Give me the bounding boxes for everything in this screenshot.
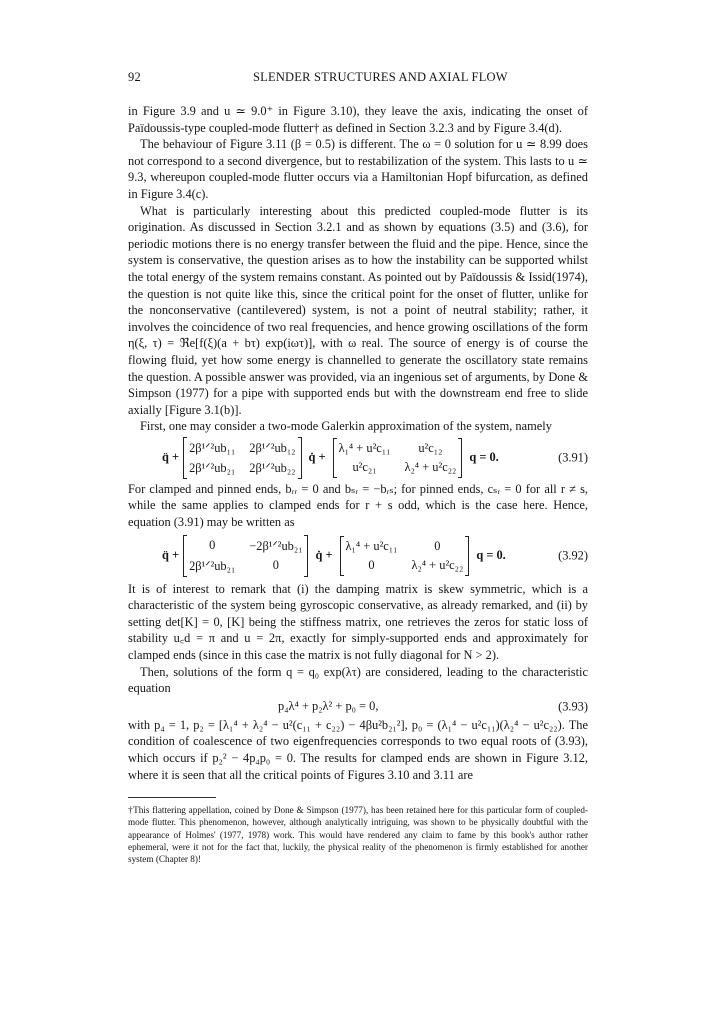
eq393-number: (3.93) xyxy=(558,699,588,714)
eq391-damping-matrix xyxy=(183,438,301,478)
eq392-number: (3.92) xyxy=(558,548,588,563)
eq392-tail: q = 0. xyxy=(476,548,506,563)
footnote: †This flattering appellation, coined by Done & Simpson (1977), has been retained here for this particular form of coupled-mode flutter. This phenomenon, however, although analytically intriguing, was shown to be physically doubtful with the appearance of Holmes' (1977, 1978) work. This would have rendered any claim to fame by this book's author rather ephemeral, were it not for the fact that, luckily, the physical reality of the phenomenon is firmly established for another system (Chapter 8)! xyxy=(128,805,588,864)
page-number: 92 xyxy=(128,70,141,84)
paragraph-8: with p₄ = 1, p₂ = [λ₁⁴ + λ₂⁴ − u²(c₁₁ + c₂₂) − 4βu²b₂₁²], p₀ = (λ₁⁴ − u²c₁₁)(λ₂⁴ − u²c₂₂). The condition of coalescence of two eigenfrequencies corresponds to two equal roots of (3.93), which occurs if p₂² − 4p₄p₀ = 0. The results for clamped ends are shown in Figure 3.12, where it is seen that all the critical points of Figures 3.10 and 3.11 are xyxy=(128,717,588,782)
eq391-number: (3.91) xyxy=(558,450,588,465)
page-header xyxy=(128,70,588,90)
equation-3-92 xyxy=(128,531,588,581)
eq391-stiffness-matrix xyxy=(333,439,463,477)
eq391-lead: q̈ + xyxy=(162,450,180,465)
eq392-d21: 2β¹ᐟ²ub₂₁ xyxy=(189,558,236,573)
running-title: SLENDER STRUCTURES AND AXIAL FLOW xyxy=(253,70,508,84)
eq392-k21: 0 xyxy=(368,557,375,572)
eq391-k12: u²c₁₂ xyxy=(418,440,443,455)
footnote-divider xyxy=(128,797,216,798)
eq392-d12: −2β¹ᐟ²ub₂₁ xyxy=(249,538,303,553)
eq391-k22: λ₂⁴ + u²c₂₂ xyxy=(404,459,457,474)
eq392-mid: q̇ + xyxy=(315,548,333,563)
eq391-k21: u²c₂₁ xyxy=(352,459,377,474)
eq392-d22: 0 xyxy=(272,557,279,572)
book-page xyxy=(128,70,588,865)
eq393-text: p₄λ⁴ + p₂λ² + p₀ = 0, xyxy=(278,699,379,714)
eq391-d21: 2β¹ᐟ²ub₂₁ xyxy=(189,460,236,475)
paragraph-6: It is of interest to remark that (i) the damping matrix is skew symmetric, which is a characteristic of the system being gyroscopic conservative, as already remarked, and (ii) by setting det[K] = 0, [K] being the stiffness matrix, one retrieves the zeros for static loss of stability u꜀d = π and u = 2π, exactly for simply-supported ends and approximately for clamped ends (since in this case the matrix is not fully diagonal for N > 2). xyxy=(128,581,588,663)
eq392-k22: λ₂⁴ + u²c₂₂ xyxy=(411,557,464,572)
eq391-d12: 2β¹ᐟ²ub₁₂ xyxy=(249,440,296,455)
eq392-lead: q̈ + xyxy=(162,548,180,563)
eq391-mid: q̇ + xyxy=(308,450,326,465)
paragraph-3: What is particularly interesting about this predicted coupled-mode flutter is its origination. As discussed in Section 3.2.1 and as shown by equations (3.5) and (3.6), for periodic motions there is no energy transfer between the fluid and the pipe. Hence, since the system is conservative, the question arises as to how the instability can be supported whilst the total energy of the system remains constant. As pointed out by Païdoussis & Issid(1974), the question is not quite like this, since the critical point for the onset of flutter, unlike for the nonconservative (cantilevered) system, is not a point of neutral stability; rather, it involves the coincidence of two real frequencies, and hence growing oscillations of the form η(ξ, τ) = ℜe[f(ξ)(a + bτ) exp(iωτ)], with ω real. The source of energy is of course the flowing fluid, yet how some energy is channelled to generate the oscillatory state remains the question. A possible answer was provided, via an ingenious set of arguments, by Done & Simpson (1977) for a pipe with supported ends but with the downstream end free to slide axially [Figure 3.1(b)]. xyxy=(128,203,588,417)
eq392-damping-matrix xyxy=(183,536,308,576)
eq392-k12: 0 xyxy=(434,538,441,553)
eq391-d22: 2β¹ᐟ²ub₂₂ xyxy=(249,460,296,475)
eq392-d11: 0 xyxy=(209,537,216,552)
paragraph-1: in Figure 3.9 and u ≃ 9.0⁺ in Figure 3.10), they leave the axis, indicating the onset of Païdoussis-type coupled-mode flutter† as defined in Section 3.2.3 and by Figure 3.4(d). xyxy=(128,104,588,135)
eq391-tail: q = 0. xyxy=(469,450,499,465)
eq391-d11: 2β¹ᐟ²ub₁₁ xyxy=(189,440,236,455)
equation-3-93 xyxy=(128,697,588,717)
eq391-k11: λ₁⁴ + u²c₁₁ xyxy=(338,440,391,455)
equation-3-91 xyxy=(128,435,588,481)
paragraph-4: First, one may consider a two-mode Galerkin approximation of the system, namely xyxy=(140,419,552,434)
paragraph-5: For clamped and pinned ends, bᵣᵣ = 0 and bₛᵣ = −bᵣₛ; for pinned ends, cₛᵣ = 0 for all r ≠ s, while the same applies to clamped ends for r + s odd, which is the case here. Hence, equation (3.91) may be written as xyxy=(128,481,588,530)
paragraph-2: The behaviour of Figure 3.11 (β = 0.5) is different. The ω = 0 solution for u ≃ 8.99 does not correspond to a second divergence, but to restabilization of the system. This lasts to u ≃ 9.3, whereupon coupled-mode flutter occurs via a Hamiltonian Hopf bifurcation, as defined in Figure 3.4(c). xyxy=(128,137,588,201)
paragraph-7: Then, solutions of the form q = q₀ exp(λτ) are considered, leading to the characteristic equation xyxy=(128,664,588,696)
eq392-stiffness-matrix xyxy=(340,537,470,575)
eq392-k11: λ₁⁴ + u²c₁₁ xyxy=(345,538,398,553)
